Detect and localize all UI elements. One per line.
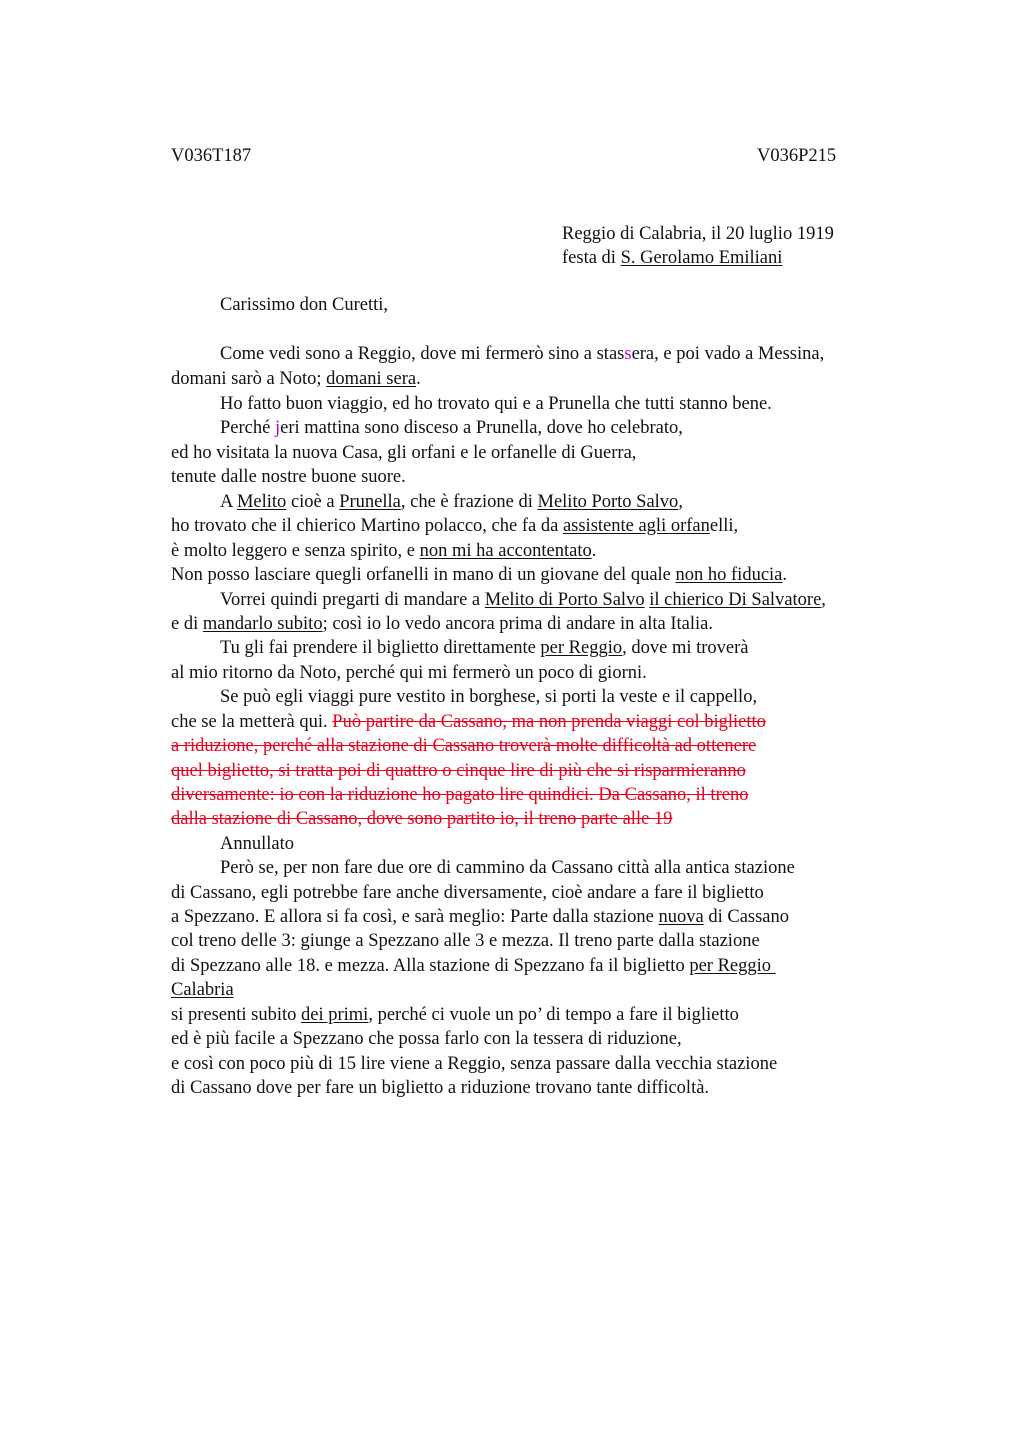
annulled-note: Annullato: [220, 834, 294, 854]
underlined-text: assistente agli orfan: [562, 516, 710, 536]
body-line: Perché jeri mattina sono disceso a Prunella, dove ho celebrato,: [220, 418, 683, 438]
body-line: Vorrei quindi pregarti di mandare a Melito di Porto Salvo il chierico Di Salvatore,: [220, 590, 826, 610]
body-line: di Cassano, egli potrebbe fare anche diversamente, cioè andare a fare il biglietto: [171, 883, 764, 903]
feast-prefix: festa di: [562, 248, 621, 268]
underlined-text: domani sera: [326, 369, 417, 389]
underlined-text: nuova: [658, 907, 704, 927]
underlined-text: dei primi: [301, 1005, 369, 1025]
body-line: che se la metterà qui. Può partire da Cassano, ma non prenda viaggi col biglietto: [171, 712, 766, 732]
underlined-text: Melito di Porto Salvo: [484, 590, 645, 610]
feast-name: S. Gerolamo Emiliani: [620, 248, 783, 268]
feast-line: [562, 246, 834, 270]
underlined-text: per Reggio: [689, 956, 776, 976]
deleted-line: quel biglietto, si tratta poi di quattro o cinque lire di più che si risparmieranno: [171, 761, 746, 781]
deleted-line: dalla stazione di Cassano, dove sono partito io, il treno parte alle 19: [171, 809, 673, 829]
deleted-line: diversamente: io con la riduzione ho pagato lire quindici. Da Cassano, il treno: [171, 785, 749, 805]
body-line: di Cassano dove per fare un biglietto a riduzione trovano tante difficoltà.: [171, 1078, 710, 1098]
underlined-text: non ho fiducia: [675, 565, 783, 585]
highlighted-letter: j: [274, 418, 281, 438]
body-line: Non posso lasciare quegli orfanelli in mano di un giovane del quale non ho fiducia.: [171, 565, 788, 585]
underlined-text: Melito: [236, 492, 287, 512]
body-line: di Spezzano alle 18. e mezza. Alla stazione di Spezzano fa il biglietto per Reggio: [171, 956, 776, 976]
salutation: Carissimo don Curetti,: [220, 295, 389, 315]
underlined-text: non mi ha accontentato: [419, 541, 592, 561]
underlined-text: Prunella: [339, 492, 401, 512]
body-line: a Spezzano. E allora si fa così, e sarà meglio: Parte dalla stazione nuova di Cassano: [171, 907, 790, 927]
body-line: e così con poco più di 15 lire viene a Reggio, senza passare dalla vecchia stazione: [171, 1054, 778, 1074]
body-line: Però se, per non fare due ore di cammino da Cassano città alla antica stazione: [220, 858, 795, 878]
body-line: domani sarò a Noto; domani sera.: [171, 369, 421, 389]
body-line: ed ho visitata la nuova Casa, gli orfani e le orfanelle di Guerra,: [171, 443, 637, 463]
body-line: Come vedi sono a Reggio, dove mi fermerò sino a stassera, e poi vado a Messina,: [220, 344, 825, 364]
body-line: Tu gli fai prendere il biglietto direttamente per Reggio, dove mi troverà: [220, 638, 749, 658]
body-line: Se può egli viaggi pure vestito in borghese, si porti la veste e il cappello,: [220, 687, 758, 707]
body-line: ed è più facile a Spezzano che possa farlo con la tessera di riduzione,: [171, 1029, 682, 1049]
body-line: Ho fatto buon viaggio, ed ho trovato qui e a Prunella che tutti stanno bene.: [220, 394, 772, 414]
document-code-right: V036P215: [757, 146, 837, 166]
deleted-text: Può partire da Cassano, ma non prenda viaggi col biglietto: [332, 712, 766, 732]
body-line: si presenti subito dei primi, perché ci vuole un po’ di tempo a fare il biglietto: [171, 1005, 739, 1025]
underlined-text: mandarlo subito: [202, 614, 323, 634]
body-line: al mio ritorno da Noto, perché qui mi fermerò un poco di giorni.: [171, 663, 647, 683]
body-line: ho trovato che il chierico Martino polacco, che fa da assistente agli orfanelli,: [171, 516, 739, 536]
body-line: è molto leggero e senza spirito, e non mi ha accontentato.: [171, 541, 597, 561]
body-line: e di mandarlo subito; così io lo vedo ancora prima di andare in alta Italia.: [171, 614, 713, 634]
deleted-line: a riduzione, perché alla stazione di Cassano troverà molte difficoltà ad ottenere: [171, 736, 757, 756]
underlined-line: Calabria: [171, 980, 234, 1000]
underlined-text: per Reggio: [540, 638, 623, 658]
body-line: col treno delle 3: giunge a Spezzano alle 3 e mezza. Il treno parte dalla stazione: [171, 931, 760, 951]
highlighted-letter: s: [624, 344, 632, 364]
dateline: [562, 222, 834, 270]
body-line: A Melito cioè a Prunella, che è frazione di Melito Porto Salvo,: [220, 492, 683, 512]
document-code-left: V036T187: [171, 146, 252, 166]
place-date: Reggio di Calabria, il 20 luglio 1919: [562, 224, 834, 244]
underlined-text: il chierico Di Salvatore: [649, 590, 822, 610]
underlined-text: Melito Porto Salvo: [537, 492, 679, 512]
body-line: tenute dalle nostre buone suore.: [171, 467, 406, 487]
